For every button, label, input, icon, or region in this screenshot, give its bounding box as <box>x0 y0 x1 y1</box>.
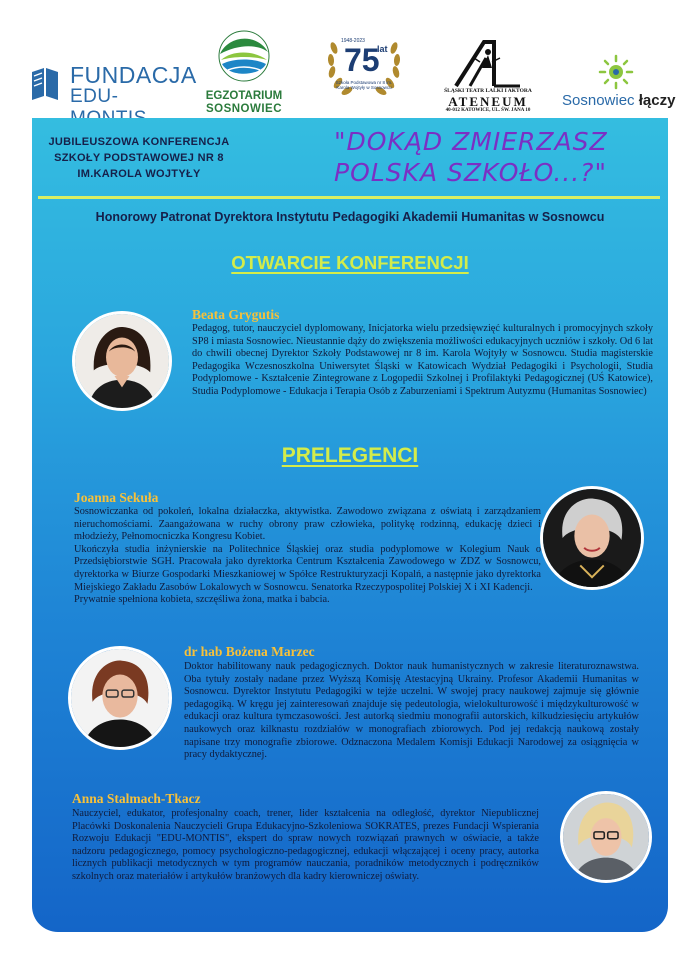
bio-paragraph: Nauczyciel, edukator, profesjonalny coach, trener, lider kształcenia na odległość, dyrektor Niepublicznej Placówki Doskonalenia Nauczycieli Grupa Edukacyjno-Szkoleniowa SOKRATES, prezes Fundacji Wspierania Rozwoju Edukacji "EDU-MONTIS", ekspert do spraw nowych rozwiązań prawnych w oświacie, a także nadzoru pedagogicznego, pomocy psychologiczno-pedagogicznej, edukacji włączającej i oceny pracy, autorka licznych publikacji metodycznych w tym programów nauczania, poradników metodycznych i podręczników szkolnych oraz materiałów i artykułów branżowych dla kadry kierowniczej oświaty. <box>72 808 539 882</box>
content-panel <box>32 118 668 932</box>
jubilee-caption: Szkoła Podstawowa nr 8 im. Karola Wojtyły w Sosnowcu <box>335 80 393 91</box>
fundacja-line1: FUNDACJA <box>70 62 197 88</box>
speaker-bio <box>184 661 639 762</box>
speaker-photo-bozena-marzec <box>68 646 172 750</box>
bio-paragraph: Prywatnie spełniona kobieta, szczęśliwa żona, matka i babcia. <box>74 594 330 606</box>
conference-name-line: JUBILEUSZOWA KONFERENCJA <box>48 136 230 148</box>
sosnowiec-suffix: łączy <box>638 92 676 109</box>
portrait-icon <box>563 794 649 880</box>
opening-section-title: OTWARCIE KONFERENCJI <box>231 252 469 273</box>
conference-name <box>32 134 246 182</box>
jubilee-suffix: lat <box>377 44 388 54</box>
conference-name-line: SZKOŁY PODSTAWOWEJ NR 8 <box>54 152 224 164</box>
egzotarium-line2: SOSNOWIEC <box>205 103 283 115</box>
bio-paragraph: Sosnowiczanka od pokoleń, lokalna działaczka, aktywistka. Zawodowo związana z oświatą i zarządzaniem nieruchomościami. Zaangażowana w ruchy obrony praw człowieka, politykę rodzinną, edukację dzieci i młodzieży, Pełnomocniczka Kongresu Kobiet. <box>74 506 541 543</box>
jubilee-number: 75 <box>344 42 380 78</box>
speaker-photo-beata-grygutis <box>72 311 172 411</box>
ateneum-line2: ATENEUM <box>448 94 528 109</box>
speaker-bio <box>74 506 541 607</box>
bio-paragraph: Doktor habilitowany nauk pedagogicznych. Doktor nauk humanistycznych w zakresie literaturoznawstwa. Oba tytuły zostały nadane przez Wyższą Komisję Atestacyjną Ukrainy. Profesor Akademii Humanitas w Sosnowcu. Dyrektor Instytutu Pedagogiki w tejże uczelni. W swojej pracy naukowej zajmuje się głównie pedagogiką. W kręgu jej zainteresowań znajduje się pedeutologia, wielokulturowość i międzykulturowość w edukacji oraz kultura tymczasowości. Jest autorką siedmiu monografii autorskich, kilkudziesięciu artykułów naukowych oraz kilknastu rozdziałów w monografiach zbiorowych. Pod jej redakcją naukową zostały napisane trzy monografie zbiorowe. Odznaczona Medalem Komisji Edukacji Narodowej za osiągnięcia w pracy dydaktycznej. <box>184 661 639 761</box>
conference-name-line: IM.KAROLA WOJTYŁY <box>77 168 201 180</box>
speaker-name: Beata Grygutis <box>192 307 280 322</box>
ateneum-line1: ŚLĄSKI TEATR LALKI I AKTORA <box>444 88 532 94</box>
sun-star-icon <box>596 54 636 90</box>
speaker-bio: Pedagog, tutor, nauczyciel dyplomowany, Inicjatorka wielu przedsięwzięć kulturalnych i promocyjnych szkoły SP8 i miasta Sosnowiec. Nieustannie dąży do zwiększenia możliwości edukacyjnych uczniów i szkoły. Od 6 lat do chwili obecnej Dyrektor Szkoły Podstawowej nr 8 im. Karola Wojtyły w Sosnowcu. Studia magisterskie Pedagogika Wczesnoszkolna Uniwersytet Śląski w Katowicach Wydział Pedagogiki i Psychologii, Studia Podyplomowe - Kształcenie Zintegrowane z Logopedii Szkolnej i Profilaktyki Pedagogicznej (UŚ Katowice), Studia Podyplomowe - Edukacja i Terapia Osób z Zaburzeniami i Spektrum Autyzmu (Humanitas Sosnowiec) <box>192 323 653 397</box>
ateneum-logo <box>434 38 542 114</box>
ateneum-line3: 40-012 KATOWICE, UL. ŚW. JANA 10 <box>445 108 531 113</box>
jubilee-years: 1948-2023 <box>341 38 365 44</box>
portrait-icon <box>75 314 169 408</box>
egzotarium-line1: EGZOTARIUM <box>205 90 283 102</box>
theatre-figure-icon <box>434 38 542 88</box>
sosnowiec-prefix: Sosnowiec <box>562 92 635 109</box>
speaker-name: Joanna Sekuła <box>74 490 159 505</box>
speaker-photo-joanna-sekula <box>540 486 644 590</box>
fundacja-line2: EDU- <box>70 86 119 107</box>
speaker-photo-anna-stalmach-tkacz <box>560 791 652 883</box>
bio-paragraph: Ukończyła studia inżynierskie na Politechnice Śląskiej oraz studia podyplomowe w Kolegium Nauk o Przedsiębiorstwie SGH. Pracowała jako dyrektorka Centrum Kształcenia Zawodowego w ZDZ w Sosnowcu, dyrektorka w Biurze Gospodarki Mieszkaniowej w Spółce Restrukturyzacji Kopalń, a następnie jako dyrektorka Miejskiego Zakładu Zasobów Lokalowych w Sosnowcu. Senatorka Rzeczypospolitej Polskiej X i XI Kadencji. <box>74 543 541 593</box>
logo-bar <box>0 0 700 118</box>
speakers-section-title: PRELEGENCI <box>281 444 419 467</box>
motto-line: POLSKA SZKOŁO...?" <box>334 158 607 187</box>
sosnowiec-wordmark <box>562 92 675 109</box>
conference-motto <box>334 126 654 188</box>
speaker-name: Anna Stalmach-Tkacz <box>72 791 201 806</box>
portrait-icon <box>543 489 641 587</box>
jubilee-75-logo <box>322 28 406 116</box>
fundacja-edu-montis-logo <box>30 62 195 112</box>
patronage-text: Honorowy Patronat Dyrektora Instytutu Pedagogiki Akademii Humanitas w Sosnowcu <box>95 210 605 224</box>
motto-line: "DOKĄD ZMIERZASZ <box>334 127 608 156</box>
speaker-bio <box>72 808 539 884</box>
portrait-icon <box>71 649 169 747</box>
divider-line <box>38 196 660 199</box>
speaker-name: dr hab Bożena Marzec <box>184 644 315 659</box>
sosnowiec-laczy-logo <box>562 54 674 114</box>
egzotarium-emblem-icon <box>218 30 270 82</box>
egzotarium-logo <box>202 30 286 116</box>
book-icon <box>30 66 60 100</box>
